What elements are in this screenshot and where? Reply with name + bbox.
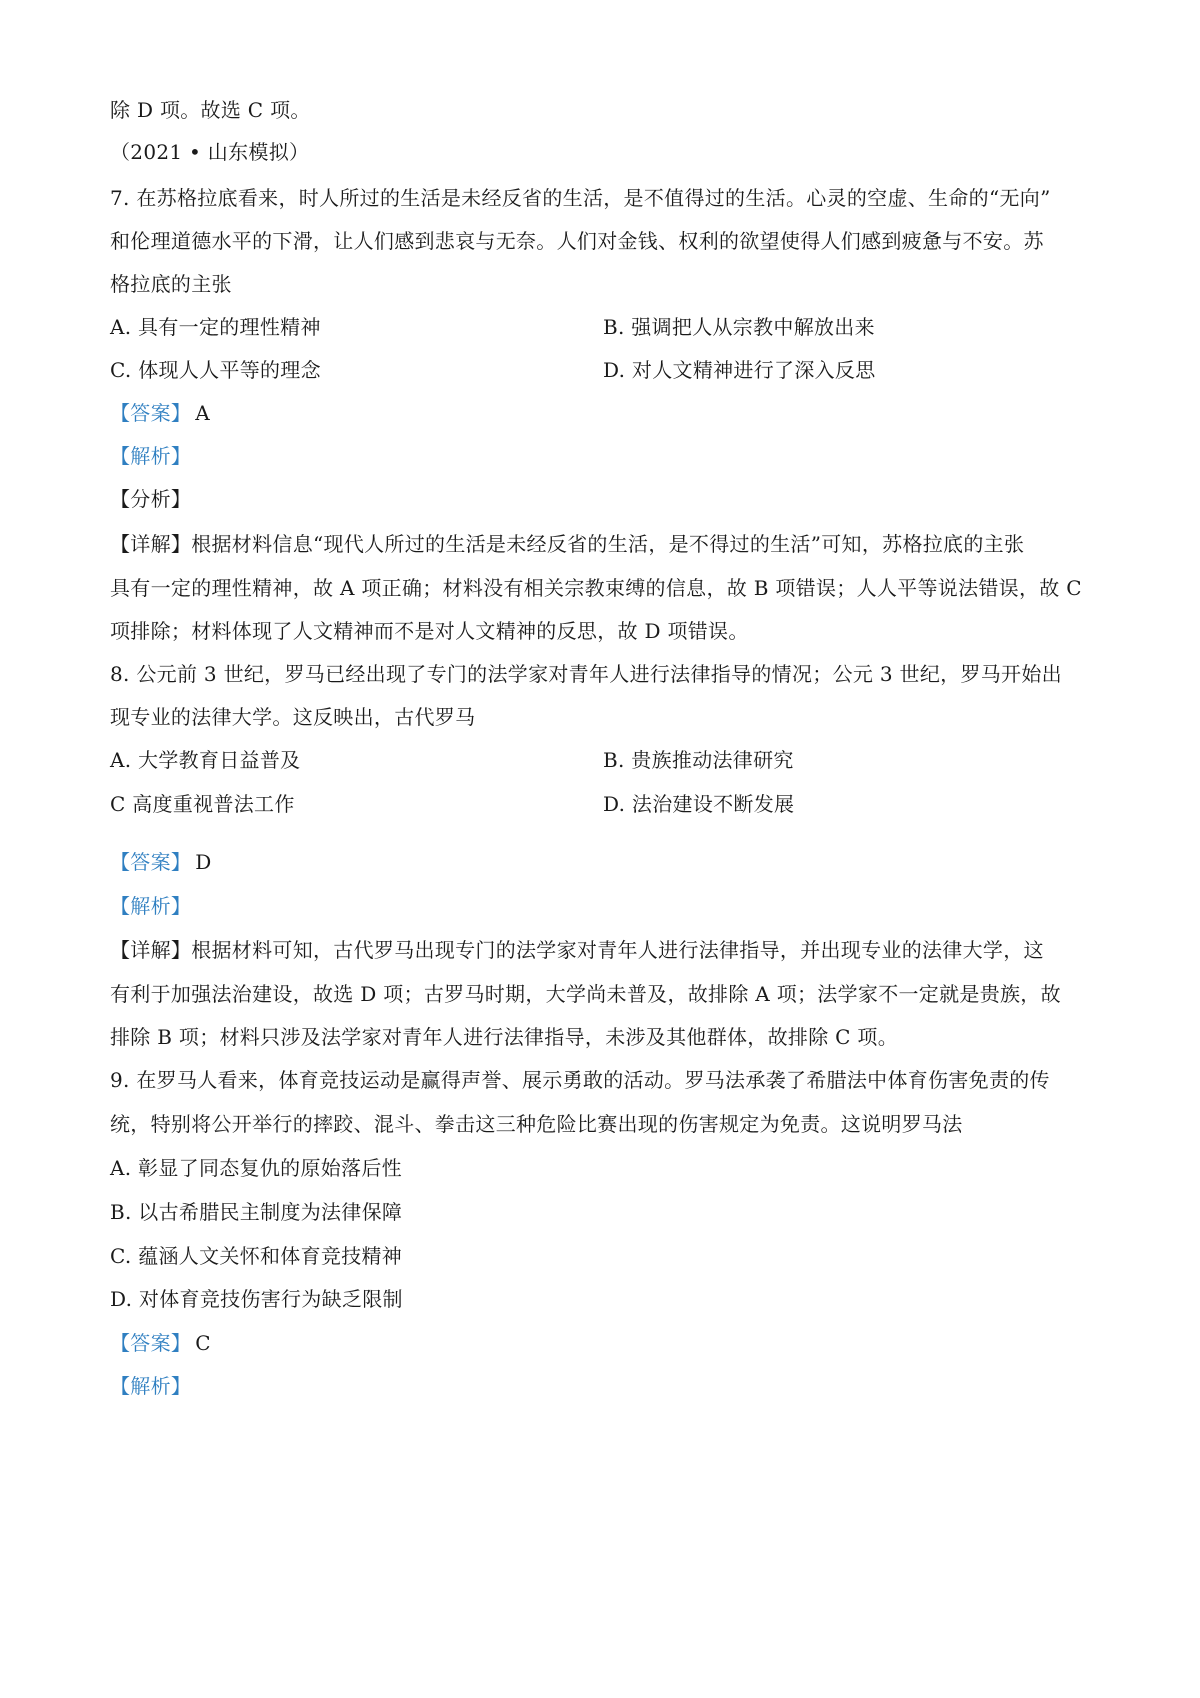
q7-detail-line1 [110,530,1024,558]
q9-answer [110,1329,211,1357]
q9-stem-line2: 统，特别将公开举行的摔跤、混斗、拳击这三种危险比赛出现的伤害规定为免责。这说明罗马法 [110,1112,963,1136]
q8-detail-line1 [110,936,1044,964]
q9-stem-line1: 9. 在罗马人看来，体育竞技运动是赢得声誉、展示勇敢的活动。罗马法承袭了希腊法中体育伤害免责的传 [110,1068,1050,1092]
q7-option-a: A. 具有一定的理性精神 [110,315,321,339]
answer-value: A [195,401,210,425]
answer-value: D [195,850,212,874]
prev-answer-tail: 除 D 项。故选 C 项。 [110,98,311,122]
q7-stem-line1: 7. 在苏格拉底看来，时人所过的生活是未经反省的生活，是不值得过的生活。心灵的空虚、生命的“无向” [110,186,1051,210]
q8-option-a: A. 大学教育日益普及 [110,748,301,772]
q7-analysis-label: 【解析】 [110,444,192,468]
detail-label: 【详解】 [110,532,192,556]
q8-option-c: C 高度重视普法工作 [110,792,295,816]
q9-option-d: D. 对体育竞技伤害行为缺乏限制 [110,1287,403,1311]
q8-analysis-label: 【解析】 [110,894,192,918]
detail-label: 【详解】 [110,938,192,962]
q9-option-a: A. 彰显了同态复仇的原始落后性 [110,1156,402,1180]
answer-label: 【答案】 [110,401,192,425]
q9-analysis-label: 【解析】 [110,1374,192,1398]
q8-option-d: D. 法治建设不断发展 [603,792,795,816]
q7-answer [110,399,210,427]
detail-text: 根据材料可知，古代罗马出现专门的法学家对青年人进行法律指导，并出现专业的法律大学，这 [191,938,1044,962]
q9-option-b: B. 以古希腊民主制度为法律保障 [110,1200,403,1224]
q9-option-c: C. 蕴涵人文关怀和体育竞技精神 [110,1244,403,1268]
q8-option-b: B. 贵族推动法律研究 [603,748,794,772]
q8-answer [110,848,212,876]
source-note: （2021 • 山东模拟） [110,140,310,164]
answer-label: 【答案】 [110,850,192,874]
q8-detail-line2: 有利于加强法治建设，故选 D 项；古罗马时期，大学尚未普及，故排除 A 项；法学家不一定就是贵族，故 [110,982,1061,1006]
q7-stem-line2: 和伦理道德水平的下滑，让人们感到悲哀与无奈。人们对金钱、权利的欲望使得人们感到疲惫与不安。苏 [110,229,1044,253]
q7-detail-line2: 具有一定的理性精神，故 A 项正确；材料没有相关宗教束缚的信息，故 B 项错误；人人平等说法错误，故 C [110,576,1082,600]
q7-fenxi-label: 【分析】 [110,487,192,511]
q7-detail-line3: 项排除；材料体现了人文精神而不是对人文精神的反思，故 D 项错误。 [110,619,749,643]
q7-option-b: B. 强调把人从宗教中解放出来 [603,315,875,339]
answer-value: C [195,1331,211,1355]
q7-option-d: D. 对人文精神进行了深入反思 [603,358,876,382]
answer-label: 【答案】 [110,1331,192,1355]
q8-detail-line3: 排除 B 项；材料只涉及法学家对青年人进行法律指导，未涉及其他群体，故排除 C 项。 [110,1025,899,1049]
q8-stem-line2: 现专业的法律大学。这反映出，古代罗马 [110,705,476,729]
detail-text: 根据材料信息“现代人所过的生活是未经反省的生活，是不得过的生活”可知，苏格拉底的主张 [191,532,1025,556]
q7-stem-line3: 格拉底的主张 [110,272,232,296]
q8-stem-line1: 8. 公元前 3 世纪，罗马已经出现了专门的法学家对青年人进行法律指导的情况；公元 3 世纪，罗马开始出 [110,662,1062,686]
q7-option-c: C. 体现人人平等的理念 [110,358,321,382]
